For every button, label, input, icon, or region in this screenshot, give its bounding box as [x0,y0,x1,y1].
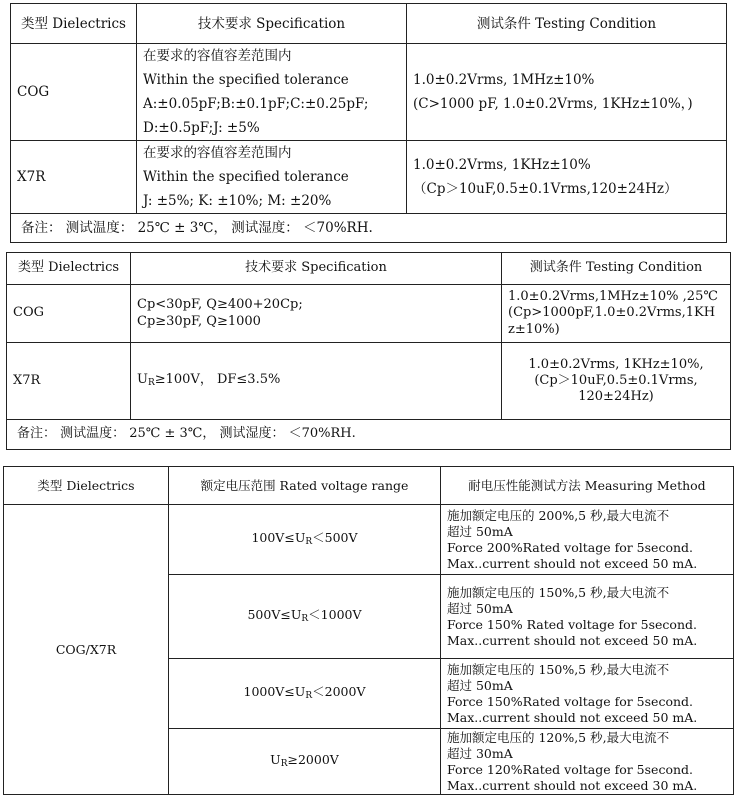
condition-cell [502,285,731,343]
condition-line: 120±24Hz) [578,389,654,405]
dielectric-type: X7R [7,343,131,420]
condition-line: 1.0±0.2Vrms, 1MHz±10% [413,72,595,88]
condition-line: 1.0±0.2Vrms, 1KHz±10%, [528,356,704,372]
note-row [11,214,727,243]
condition-cell [407,44,727,141]
dielectric-type: COG [7,285,131,343]
voltage-range-cell [169,659,441,729]
method-line: Force 200%Rated voltage for 5second. [447,539,693,555]
method-line: Force 150%Rated voltage for 5second. [447,693,693,709]
specification-cell [131,343,502,420]
note-row [7,420,731,450]
method-cell [441,505,734,575]
method-line: 超过 50mA [447,600,513,616]
method-cell [441,575,734,659]
method-line: Force 120%Rated voltage for 5second. [447,761,693,777]
voltage-range-cell [169,505,441,575]
condition-line: (Cp>1000pF,1.0±0.2Vrms,1KH [508,305,716,321]
specification-cell [137,141,407,214]
table-row [4,505,734,575]
method-line: Max..current should not exceed 30 mA. [447,777,698,793]
withstand-voltage-table [3,466,734,795]
table-row [11,44,727,141]
method-cell [441,729,734,795]
spec-line: Within the specified tolerance [143,169,349,185]
condition-line: z±10%) [508,321,560,337]
range-suffix: ＜1000V [308,607,362,623]
method-line: 施加额定电压的 200%,5 秒,最大电流不 [447,507,670,523]
method-line: 超过 30mA [447,745,513,761]
method-line: Max..current should not exceed 50 mA. [447,555,698,571]
condition-cell [407,141,727,214]
note-text: 备注： 测试温度： 25℃ ± 3℃， 测试湿度： ＜70%RH. [7,420,731,450]
range-subscript: R [301,614,309,625]
range-subscript: R [305,691,313,702]
method-line: 施加额定电压的 120%,5 秒,最大电流不 [447,729,670,745]
method-line: 超过 50mA [447,677,513,693]
range-prefix: U [270,752,281,768]
table-row [7,285,731,343]
spec-line: Cp<30pF, Q≥400+20Cp; [137,297,303,313]
range-subscript: R [305,537,313,548]
condition-line: 1.0±0.2Vrms, 1KHz±10% [413,157,591,173]
condition-line: （Cp＞10uF,0.5±0.1Vrms,120±24Hz） [413,181,678,197]
q-factor-table [6,252,731,450]
dielectric-type: COG/X7R [4,505,169,795]
condition-line: (Cp＞10uF,0.5±0.1Vrms, [534,372,698,388]
table-header [7,253,731,285]
header-measuring-method: 耐电压性能测试方法 Measuring Method [441,467,734,505]
spec-line: A:±0.05pF;B:±0.1pF;C:±0.25pF; [143,96,369,112]
capacitance-table [10,3,727,243]
specification-cell [137,44,407,141]
header-specification: 技术要求 Specification [131,253,502,285]
method-line: Max..current should not exceed 50 mA. [447,632,698,648]
method-line: 施加额定电压的 150%,5 秒,最大电流不 [447,661,670,677]
header-dielectrics: 类型 Dielectrics [11,4,137,44]
specification-cell [131,285,502,343]
range-subscript: R [280,759,288,770]
note-text: 备注： 测试温度： 25℃ ± 3℃， 测试湿度： ＜70%RH. [11,214,727,243]
range-prefix: 500V≤U [247,607,302,623]
spec-prefix: U [137,372,148,388]
condition-line: (C>1000 pF, 1.0±0.2Vrms, 1KHz±10%，) [413,96,693,112]
voltage-range-cell [169,729,441,795]
range-suffix: ＜2000V [312,684,366,700]
method-line: Force 150% Rated voltage for 5second. [447,616,697,632]
spec-line: Cp≥30pF, Q≥1000 [137,313,261,329]
header-testing-condition: 测试条件 Testing Condition [502,253,731,285]
header-rated-voltage-range: 额定电压范围 Rated voltage range [169,467,441,505]
dielectric-type: X7R [11,141,137,214]
table-row [11,141,727,214]
condition-cell [502,343,731,420]
range-suffix: ＜500V [312,530,358,546]
method-line: Max..current should not exceed 50 mA. [447,709,698,725]
spec-line: D:±0.5pF;J: ±5% [143,120,260,136]
range-prefix: 1000V≤U [243,684,306,700]
header-specification: 技术要求 Specification [137,4,407,44]
method-line: 施加额定电压的 150%,5 秒,最大电流不 [447,584,670,600]
condition-line: 1.0±0.2Vrms,1MHz±10% ,25℃ [508,289,718,305]
table-row [7,343,731,420]
range-prefix: 100V≤U [251,530,306,546]
table-header [11,4,727,44]
spec-line: Within the specified tolerance [143,72,349,88]
spec-line: 在要求的容值容差范围内 [143,48,292,64]
spec-subscript: R [147,378,155,389]
spec-line: J: ±5%; K: ±10%; M: ±20% [143,193,332,209]
spec-suffix: ≥100V， DF≤3.5% [154,372,281,388]
dielectric-type: COG [11,44,137,141]
header-dielectrics: 类型 Dielectrics [7,253,131,285]
range-suffix: ≥2000V [287,752,339,768]
header-dielectrics: 类型 Dielectrics [4,467,169,505]
header-testing-condition: 测试条件 Testing Condition [407,4,727,44]
voltage-range-cell [169,575,441,659]
method-cell [441,659,734,729]
method-line: 超过 50mA [447,523,513,539]
table-header [4,467,734,505]
spec-line: 在要求的容值容差范围内 [143,145,292,161]
